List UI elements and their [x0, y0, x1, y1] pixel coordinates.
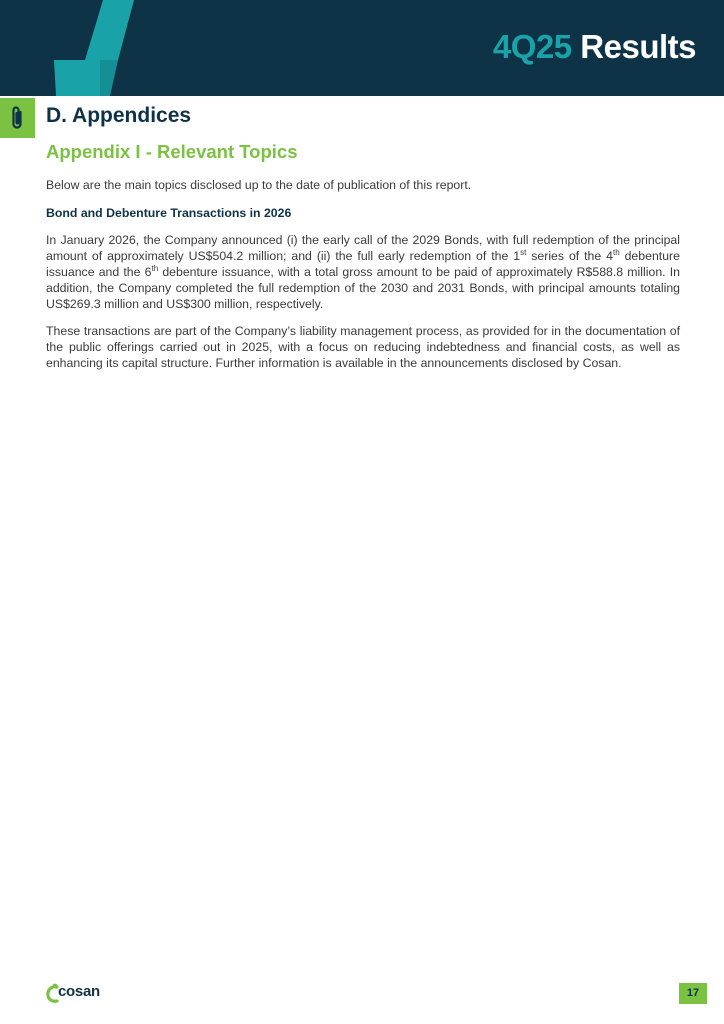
intro-paragraph: Below are the main topics disclosed up to the date of publication of this report. [46, 178, 472, 192]
header-decoration [0, 0, 200, 96]
paperclip-icon [9, 105, 26, 131]
bond-paragraph: In January 2026, the Company announced (i) the early call of the 2029 Bonds, with full redemption of the principal amount of approximately US$504.2 million; and (ii) the full early redemption of the 1st series of the 4th debenture issuance and the 6th debenture issuance, with a total gross amount to be paid of approximately R$588.8 million. In addition, the Company completed the full redemption of the 2030 and 2031 Bonds, with principal amounts totaling US$269.3 million and US$300 million, respectively. [46, 233, 680, 311]
page-number: 17 [679, 983, 707, 1004]
report-title [493, 28, 696, 66]
page-header [0, 0, 724, 96]
appendix-title: Appendix I - Relevant Topics [46, 141, 298, 162]
page-content [46, 177, 680, 371]
report-results-label: Results [580, 28, 696, 65]
report-period: 4Q25 [492, 28, 572, 65]
liability-paragraph: These transactions are part of the Company’s liability management process, as provided for in the documentation of the public offerings carried out in 2025, with a focus on reducing indebtedness and financial costs, as well as enhancing its capital structure. Further information is available in the announcements disclosed by Cosan. [46, 324, 680, 370]
subheading: Bond and Debenture Transactions in 2026 [46, 206, 292, 220]
section-title: D. Appendices [46, 104, 192, 127]
section-badge [0, 98, 35, 138]
cosan-logo-text: cosan [58, 983, 100, 1000]
